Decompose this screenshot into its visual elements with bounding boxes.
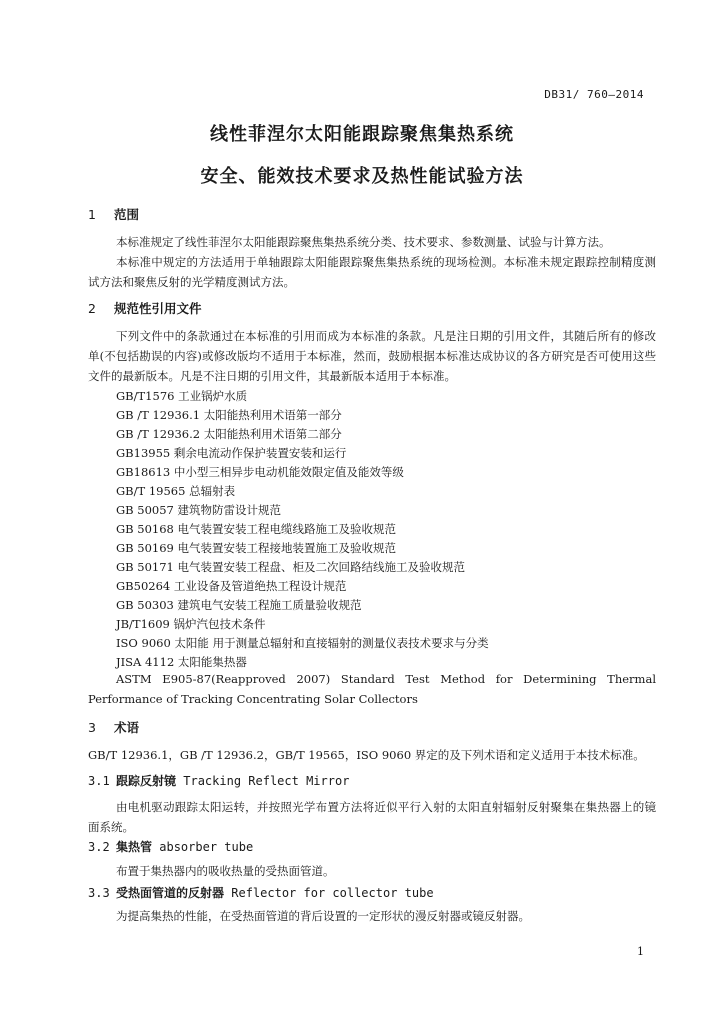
section-1-heading [88,205,139,223]
section-number: 1 [88,207,96,222]
section-2-heading [88,299,202,317]
section-2-intro: 下列文件中的条款通过在本标准的引用而成为本标准的条款。凡是注日期的引用文件，其随后所有的修改单(不包括勘误的内容)或修改版均不适用于本标准，然而，鼓励根据本标准达成协议的各方研究是否可使用这些文件的最新版本。凡是不注日期的引用文件，其最新版本适用于本标准。 [88,329,656,383]
term-3-3-definition: 为提高集热的性能，在受热面管道的背后设置的一定形状的漫反射器或镜反射器。 [116,909,530,923]
section-title: 术语 [114,720,140,735]
term-chinese: 跟踪反射镜 [116,774,177,788]
section-3-heading [88,718,139,736]
reference-item: ISO 9060 太阳能 用于测量总辐射和直接辐射的测量仪表技术要求与分类 [116,636,489,650]
standard-code: DB31/ 760—2014 [544,88,644,101]
term-english: Reflector for collector tube [231,886,434,900]
term-number: 3.1 [88,774,110,788]
section-title: 范围 [114,207,140,222]
reference-item: JB/T1609 锅炉汽包技术条件 [116,617,266,631]
reference-item: GB /T 12936.2 太阳能热利用术语第二部分 [116,427,342,441]
reference-item: GB/T1576 工业锅炉水质 [116,389,248,403]
reference-item: JISA 4112 太阳能集热器 [116,655,247,669]
term-3-1-definition: 由电机驱动跟踪太阳运转，并按照光学布置方法将近似平行入射的太阳直射辐射反射聚集在集热器上的镜面系统。 [88,800,656,834]
term-number: 3.2 [88,840,110,854]
document-title-line1: 线性菲涅尔太阳能跟踪聚焦集热系统 [210,124,514,145]
reference-item: GB/T 19565 总辐射表 [116,484,236,498]
reference-item: GB 50303 建筑电气安装工程施工质量验收规范 [116,598,362,612]
reference-item: GB /T 12936.1 太阳能热利用术语第一部分 [116,408,342,422]
term-3-3-heading [88,884,434,901]
term-number: 3.3 [88,886,110,900]
section-1-paragraph-1: 本标准规定了线性菲涅尔太阳能跟踪聚焦集热系统分类、技术要求、参数测量、试验与计算方法。 [116,235,611,249]
term-chinese: 集热管 [116,840,153,854]
term-english: absorber tube [159,840,254,854]
document-title-line2: 安全、能效技术要求及热性能试验方法 [200,166,524,187]
section-3-intro: GB/T 12936.1，GB /T 12936.2，GB/T 19565，ISO 9060 界定的及下列术语和定义适用于本技术标准。 [88,748,645,762]
term-3-2-heading [88,838,253,855]
reference-item: GB 50171 电气装置安装工程盘、柜及二次回路结线施工及验收规范 [116,560,466,574]
section-number: 3 [88,720,96,735]
term-english: Tracking Reflect Mirror [183,774,350,788]
section-number: 2 [88,301,96,316]
reference-item: GB 50169 电气装置安装工程接地装置施工及验收规范 [116,541,397,555]
term-3-2-definition: 布置于集热器内的吸收热量的受热面管道。 [116,864,335,878]
reference-item: GB 50057 建筑物防雷设计规范 [116,503,282,517]
section-title: 规范性引用文件 [114,301,202,316]
term-3-1-heading [88,772,349,789]
section-1-paragraph-2: 本标准中规定的方法适用于单轴跟踪太阳能跟踪聚焦集热系统的现场检测。本标准未规定跟踪控制精度测试方法和聚焦反射的光学精度测试方法。 [88,255,656,289]
reference-item-astm: ASTM E905-87(Reapproved 2007) Standard Test Method for Determining Thermal Performance of Tracking Concentrating Solar Collectors [88,672,656,706]
reference-item: GB 50168 电气装置安装工程电缆线路施工及验收规范 [116,522,397,536]
reference-item: GB13955 剩余电流动作保护装置安装和运行 [116,446,347,460]
page-number: 1 [637,945,644,958]
term-chinese: 受热面管道的反射器 [116,886,225,900]
reference-item: GB50264 工业设备及管道绝热工程设计规范 [116,579,347,593]
reference-item: GB18613 中小型三相异步电动机能效限定值及能效等级 [116,465,404,479]
